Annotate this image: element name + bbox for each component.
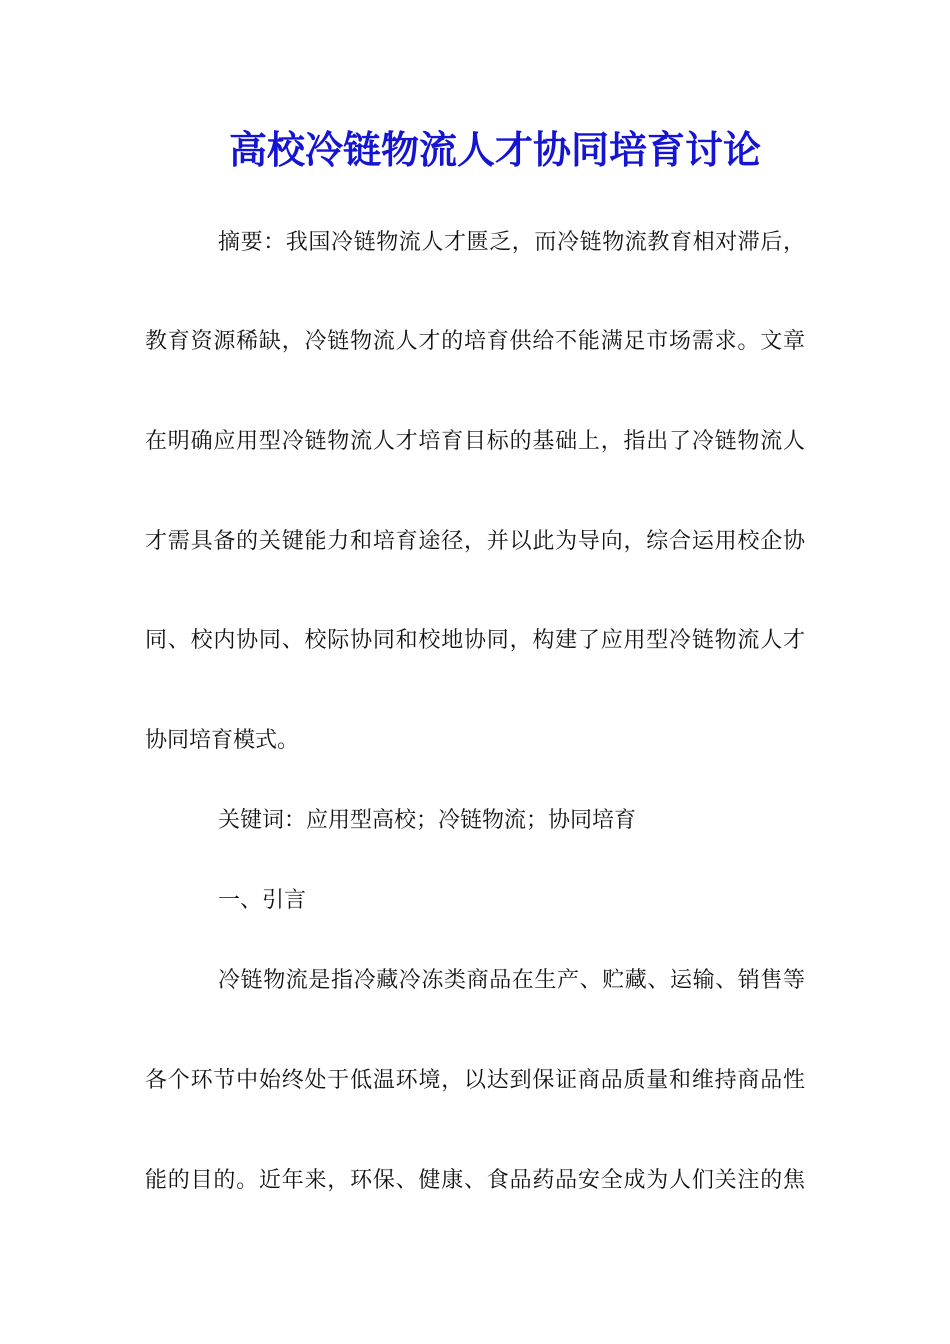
document-title: 高校冷链物流人才协同培育讨论 (228, 127, 761, 172)
abstract-line: 教育资源稀缺，冷链物流人才的培育供给不能满足市场需求。文章 (145, 329, 805, 354)
abstract-line: 摘要：我国冷链物流人才匮乏，而冷链物流教育相对滞后， (218, 230, 805, 255)
intro-line: 冷链物流是指冷藏冷冻类商品在生产、贮藏、运输、销售等 (218, 968, 805, 993)
abstract-line: 同、校内协同、校际协同和校地协同，构建了应用型冷链物流人才 (145, 628, 805, 653)
intro-line: 能的目的。近年来，环保、健康、食品药品安全成为人们关注的焦 (145, 1168, 805, 1193)
abstract-line: 在明确应用型冷链物流人才培育目标的基础上，指出了冷链物流人 (145, 429, 805, 454)
keywords-line: 关键词：应用型高校；冷链物流；协同培育 (218, 808, 637, 833)
intro-line: 各个环节中始终处于低温环境，以达到保证商品质量和维持商品性 (145, 1068, 805, 1093)
abstract-line: 协同培育模式。 (145, 728, 300, 753)
abstract-line: 才需具备的关键能力和培育途径，并以此为导向，综合运用校企协 (145, 529, 805, 554)
section-heading: 一、引言 (218, 888, 307, 913)
